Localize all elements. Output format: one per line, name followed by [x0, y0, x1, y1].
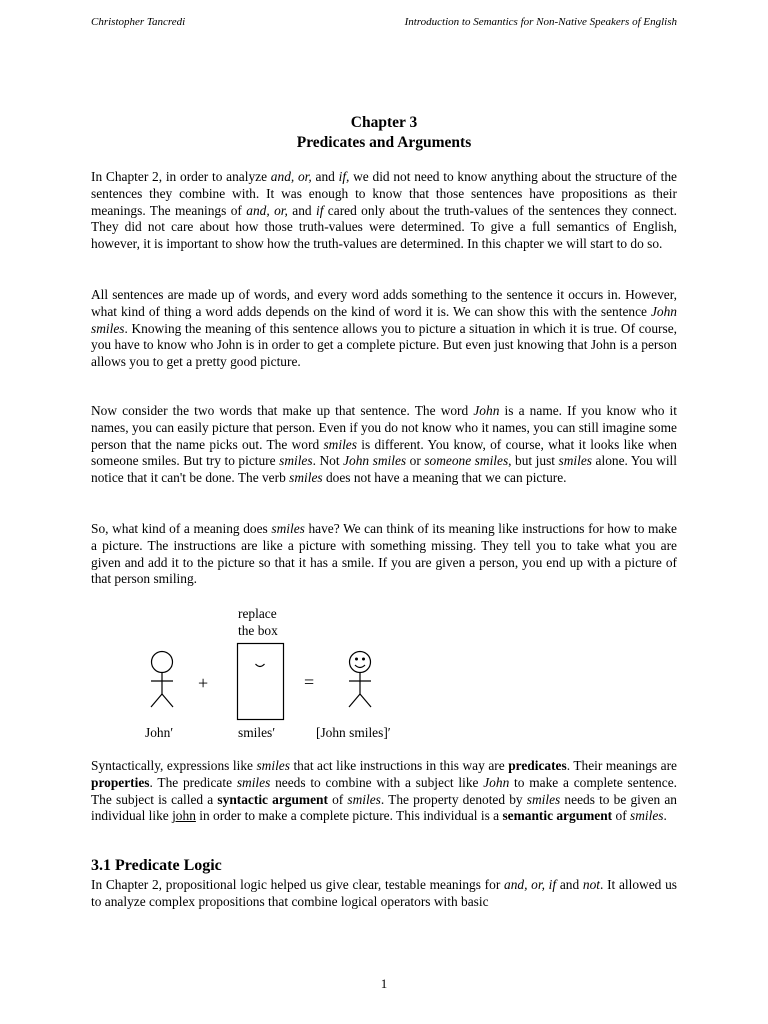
figure-replace-label: replace the box — [238, 606, 278, 638]
plus-sign: + — [198, 673, 209, 693]
paragraph-5: Syntactically, expressions like smiles that act like instructions in this way are predicates. Their meanings are properties. The predicate smiles needs to combine with a subject like John to make a complete sentence. The subject is called a syntactic argument of smiles. The property denoted by smiles needs to be given an individual like john in order to make a complete picture. This individual is a semantic argument of smiles. — [91, 758, 678, 824]
paragraph-2: All sentences are made up of words, and every word adds something to the sentence it occurs in. However, what kind of thing a word adds depends on the kind of word it is. We can show this with the sentence John smiles. Knowing the meaning of this sentence allows you to picture a situation in which it is true. Of course, you have to know who John is in order to get a complete picture. But even just knowing that John is a person allows you to get a pretty good picture. — [91, 287, 677, 370]
equals-sign: = — [304, 672, 315, 692]
section-heading: 3.1 Predicate Logic — [91, 857, 222, 874]
chapter-title: Predicates and Arguments — [296, 134, 472, 151]
paragraph-3: Now consider the two words that make up that sentence. The word John is a name. If you know who it names, you can easily picture that person. Even if you do not know who it names, you can still imagine some person that the name picks out. The word smiles is different. You know, of course, what it looks like when someone smiles. But try to picture smiles. Not John smiles or someone smiles, but just smiles alone. You will notice that it can't be done. The verb smiles does not have a meaning that we can picture. — [91, 403, 677, 486]
john-stick-figure — [151, 652, 173, 708]
paragraph-4: So, what kind of a meaning does smiles have? We can think of its meaning like instructions for how to make a picture. The instructions are like a picture with something missing. They tell you to take what you are given and add it to the picture so that it has a smile. If you are given a person, you end up with a picture of that person smiling. — [91, 521, 677, 587]
paragraph-6: In Chapter 2, propositional logic helped us give clear, testable meanings for and, or, if and not. It allowed us to analyze complex propositions that combine logical operators with basic — [91, 877, 677, 909]
smiles-box-figure — [238, 644, 284, 720]
john-smiles-stick-figure — [349, 652, 371, 708]
page-number: 1 — [380, 976, 388, 991]
figure-label-smiles: smiles′ — [238, 725, 276, 740]
figure-label-result: [John smiles]′ — [316, 725, 391, 740]
figure-label-john: John′ — [145, 725, 174, 740]
chapter-number: Chapter 3 — [350, 114, 418, 131]
paragraph-1: In Chapter 2, in order to analyze and, or, and if, we did not need to know anything about the structure of the sentences they combine with. It was enough to know that those sentences have propositions as their meanings. The meanings of and, or, and if cared only about the truth-values of the sentences they connect. They did not care about how those truth-values were determined. To give a full semantics of English, however, it is important to show how the truth-values are determined. In this chapter we will start to do so. — [91, 169, 677, 252]
running-header-author: Christopher Tancredi — [91, 16, 186, 28]
running-header-book-title: Introduction to Semantics for Non-Native Speakers of English — [404, 16, 677, 28]
